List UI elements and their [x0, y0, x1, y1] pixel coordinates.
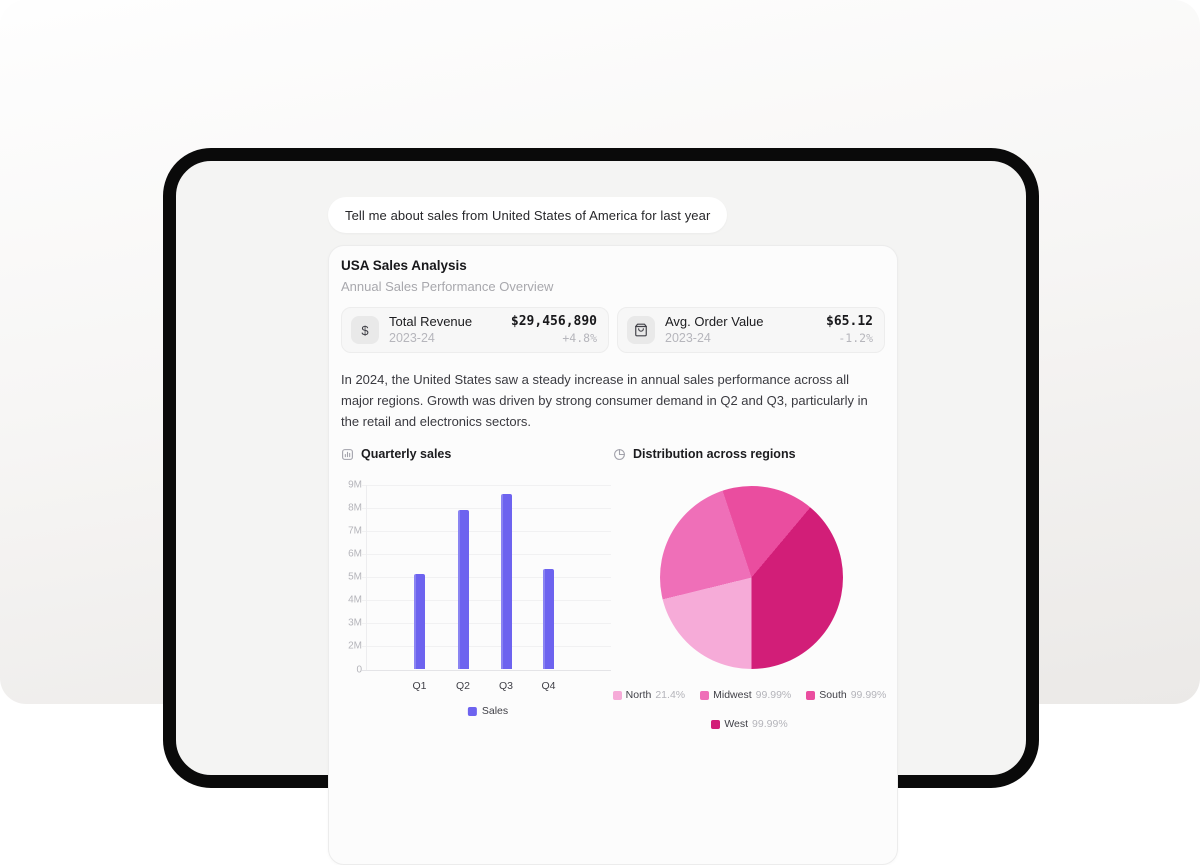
gridline	[362, 508, 611, 509]
gridline	[362, 531, 611, 532]
south-pct: 99.99%	[850, 689, 887, 701]
y-axis-tick: 7M	[348, 525, 362, 537]
stat-delta: -1.2%	[838, 331, 873, 345]
legend-item-west[interactable]	[711, 718, 787, 730]
sales-legend-label: Sales	[481, 705, 509, 717]
legend-item-south[interactable]	[806, 689, 886, 701]
south-swatch	[806, 691, 815, 700]
y-axis-tick: 2M	[348, 640, 362, 652]
y-axis-tick: 8M	[348, 502, 362, 514]
midwest-pct: 99.99%	[755, 689, 792, 701]
y-axis-tick: 4M	[348, 594, 362, 606]
dollar-glyph: $	[361, 322, 369, 338]
bar-chart-legend[interactable]	[468, 705, 508, 717]
dollar-icon	[351, 316, 379, 344]
card-title: USA Sales Analysis	[341, 258, 467, 273]
bar-chart-title: Quarterly sales	[361, 447, 452, 461]
west-swatch	[711, 720, 720, 729]
stat-cards-row	[341, 307, 885, 353]
gridline	[362, 554, 611, 555]
quarterly-sales-column	[341, 446, 613, 736]
x-axis-tick: Q4	[541, 679, 556, 692]
region-pie-chart	[660, 486, 843, 669]
west-label: West	[724, 718, 749, 730]
midwest-label: Midwest	[713, 689, 752, 701]
shopping-bag-icon	[627, 316, 655, 344]
analysis-summary-text: In 2024, the United States saw a steady increase in annual sales performance across all major regions. Growth was driven by strong consumer demand in Q2 and Q3, particularly in the retail and electronics sectors.	[341, 372, 868, 429]
stat-value: $65.12	[826, 314, 873, 329]
north-pct: 21.4%	[655, 689, 686, 701]
region-pie-chart-box	[613, 476, 885, 736]
x-axis-tick: Q2	[455, 679, 471, 692]
pie-legend-row-1	[613, 689, 886, 701]
gridline	[362, 670, 611, 671]
y-axis-line	[366, 485, 367, 670]
y-axis-tick: 3M	[348, 617, 362, 629]
total-revenue-stat-card	[341, 307, 609, 353]
gridline	[362, 646, 611, 647]
midwest-swatch	[700, 691, 709, 700]
pie-legend-row-2	[613, 718, 886, 730]
x-axis-tick: Q1	[412, 679, 427, 692]
stat-delta: +4.8%	[562, 331, 597, 345]
y-axis-tick: 6M	[348, 548, 362, 560]
gridline	[362, 485, 611, 486]
stat-value: $29,456,890	[510, 314, 597, 329]
stat-label: Avg. Order Value	[665, 314, 764, 329]
charts-row	[341, 446, 885, 736]
stat-label: Total Revenue	[389, 314, 473, 329]
y-axis-tick: 5M	[348, 571, 362, 583]
user-query-bubble	[328, 197, 727, 233]
card-subtitle: Annual Sales Performance Overview	[341, 279, 554, 294]
pie-chart-title: Distribution across regions	[633, 447, 796, 461]
sales-legend-swatch	[468, 707, 477, 716]
sales-analysis-card	[328, 245, 898, 865]
north-label: North	[625, 689, 652, 701]
tablet-device-frame	[163, 148, 1039, 788]
legend-item-north[interactable]	[613, 689, 685, 701]
gridline	[362, 623, 611, 624]
y-axis-tick: 0	[356, 664, 362, 675]
user-query-text: Tell me about sales from United States of America for last year	[345, 207, 711, 223]
gridline	[362, 600, 611, 601]
avg-order-value-stat-card	[617, 307, 885, 353]
y-axis-tick: 9M	[348, 479, 362, 491]
quarterly-sales-bar-chart	[341, 476, 613, 736]
stat-period: 2023-24	[665, 331, 711, 345]
sales-bar-q3	[501, 494, 512, 669]
x-axis-tick: Q3	[498, 679, 514, 692]
legend-item-midwest[interactable]	[700, 689, 791, 701]
south-label: South	[819, 689, 847, 701]
gridline	[362, 577, 611, 578]
sales-bar-q2	[458, 510, 469, 669]
region-distribution-column	[613, 446, 885, 736]
bar-chart-icon	[341, 448, 354, 461]
sales-bar-q1	[414, 574, 425, 670]
north-swatch	[613, 691, 622, 700]
sales-bar-q4	[543, 569, 554, 669]
pie-chart-icon	[613, 448, 626, 461]
west-pct: 99.99%	[752, 718, 788, 730]
stat-period: 2023-24	[389, 331, 435, 345]
